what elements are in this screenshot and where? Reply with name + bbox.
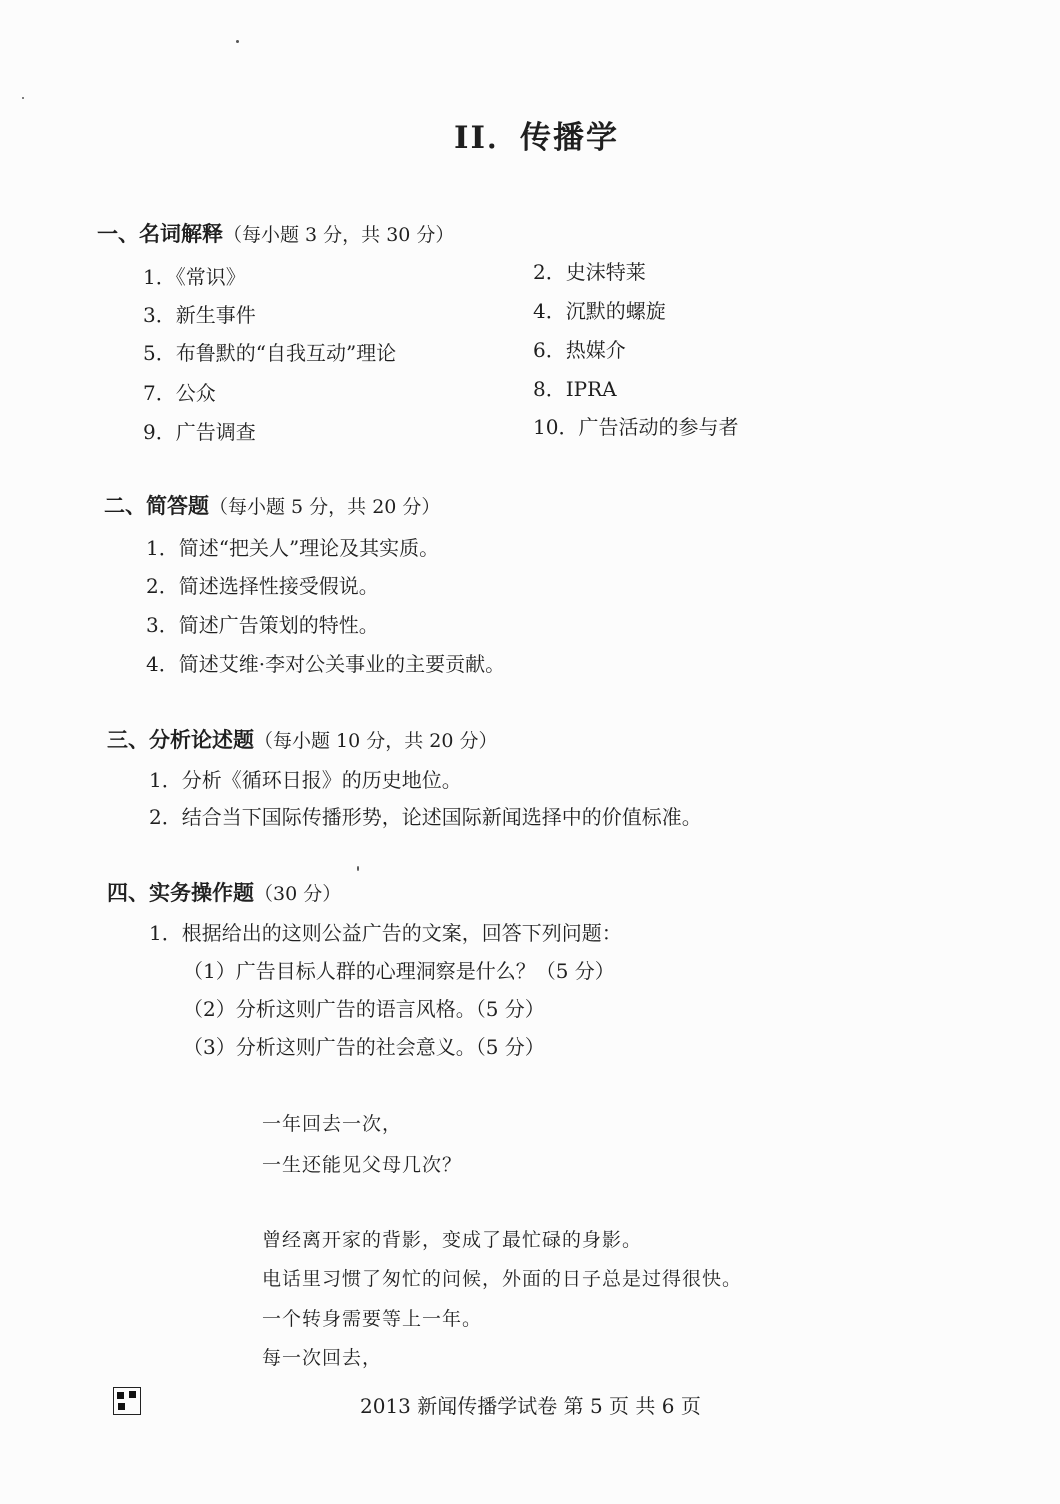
term-item: 5．布鲁默的“自我互动”理论 <box>143 341 397 365</box>
section-1-note: （每小题 3 分，共 30 分） <box>223 224 455 246</box>
term-item: 9．广告调查 <box>143 420 256 444</box>
ad-copy-line: 曾经离开家的背影，变成了最忙碌的身影。 <box>262 1229 643 1251</box>
ad-copy-line: 一年回去一次， <box>262 1113 403 1135</box>
term-item: 3．新生事件 <box>143 303 256 327</box>
scan-speck <box>236 40 239 43</box>
section-2-note: （每小题 5 分，共 20 分） <box>209 496 441 518</box>
question-item: 1．根据给出的这则公益广告的文案，回答下列问题： <box>149 921 622 945</box>
term-item: 8．IPRA <box>533 377 617 401</box>
sub-question-item: （1）广告目标人群的心理洞察是什么？（5 分） <box>183 959 615 983</box>
question-item: 1．简述“把关人”理论及其实质。 <box>146 536 440 560</box>
term-item: 10．广告活动的参与者 <box>533 415 739 439</box>
term-item: 6．热媒介 <box>533 338 626 362</box>
section-2-heading <box>104 490 440 520</box>
sub-question-item: （2）分析这则广告的语言风格。（5 分） <box>183 997 545 1021</box>
section-4-note: （30 分） <box>254 883 342 905</box>
section-2-title: 二、简答题 <box>104 493 209 518</box>
ad-copy-line: 一生还能见父母几次？ <box>262 1154 463 1176</box>
term-item: 7．公众 <box>143 381 216 405</box>
question-item: 1．分析《循环日报》的历史地位。 <box>149 768 462 792</box>
question-item: 3．简述广告策划的特性。 <box>146 613 379 637</box>
section-1-heading <box>97 218 454 248</box>
section-4-title: 四、实务操作题 <box>107 880 254 905</box>
question-item: 2．结合当下国际传播形势，论述国际新闻选择中的价值标准。 <box>149 805 702 829</box>
scan-speck <box>357 866 359 871</box>
page-mark-icon <box>113 1387 141 1415</box>
term-item: 4．沉默的螺旋 <box>533 299 666 323</box>
section-4-heading <box>107 877 341 907</box>
section-3-heading <box>107 724 498 754</box>
section-3-title: 三、分析论述题 <box>107 727 254 752</box>
page-footer: 2013 新闻传播学试卷 第 5 页 共 6 页 <box>360 1394 701 1418</box>
section-3-note: （每小题 10 分，共 20 分） <box>254 730 498 752</box>
sub-question-item: （3）分析这则广告的社会意义。（5 分） <box>183 1035 545 1059</box>
section-1-title: 一、名词解释 <box>97 221 223 246</box>
ad-copy-line: 电话里习惯了匆忙的问候，外面的日子总是过得很快。 <box>262 1268 743 1290</box>
term-item: 2．史沫特莱 <box>533 260 646 284</box>
scan-speck <box>22 97 24 99</box>
page-title: II．传播学 <box>453 120 619 156</box>
ad-copy-line: 一个转身需要等上一年。 <box>262 1308 483 1330</box>
term-item: 1．《常识》 <box>143 265 246 289</box>
question-item: 4．简述艾维·李对公关事业的主要贡献。 <box>146 652 506 676</box>
question-item: 2．简述选择性接受假说。 <box>146 574 379 598</box>
ad-copy-line: 每一次回去， <box>262 1347 383 1369</box>
